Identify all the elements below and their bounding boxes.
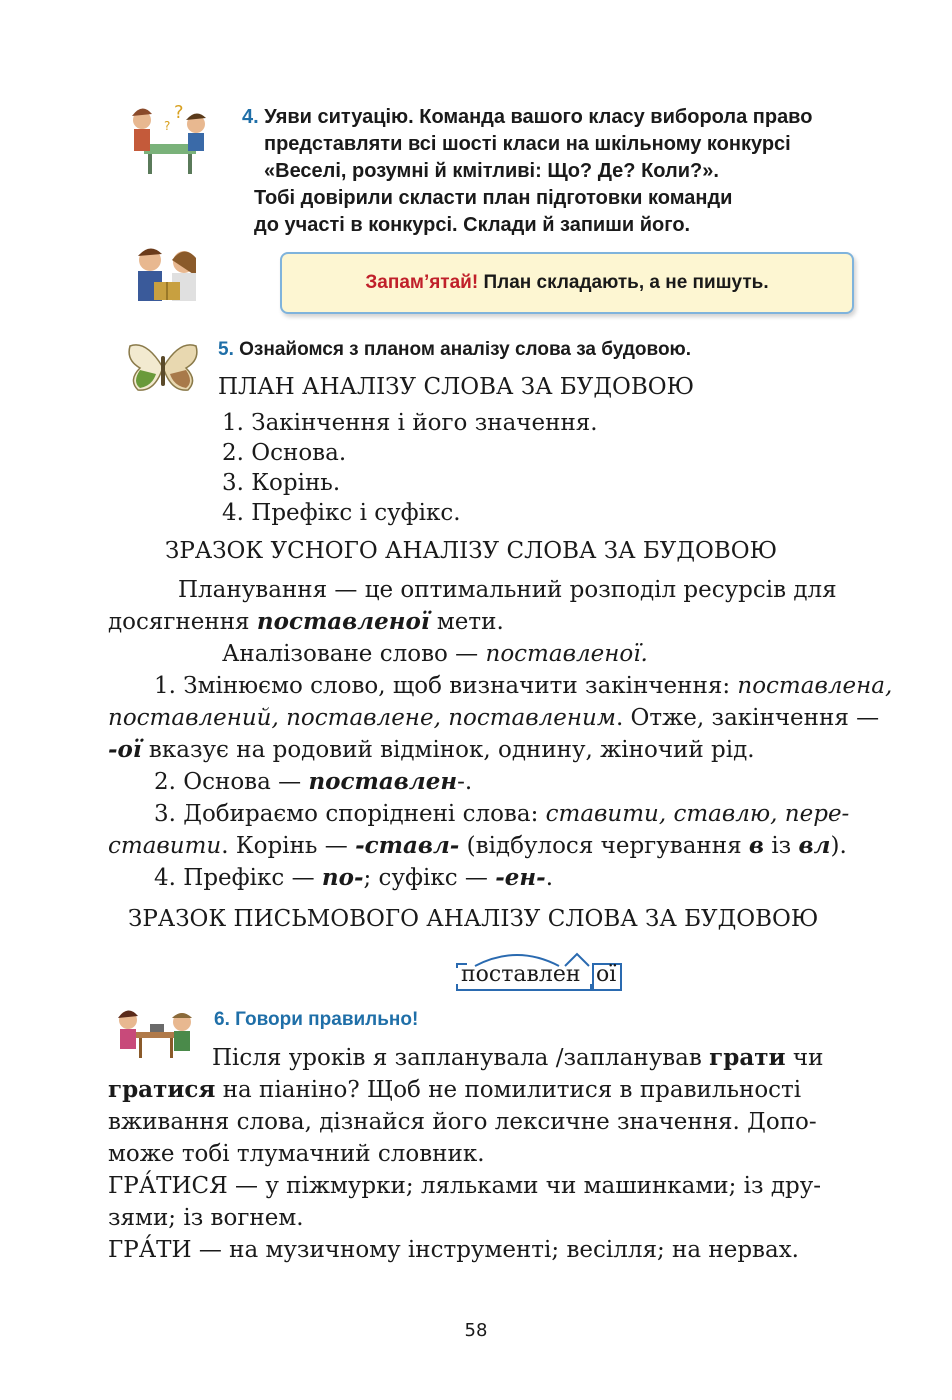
task5-text: Ознайомся з планом аналізу слова за будовою. (239, 339, 692, 360)
task6-l2-bold: гратися (108, 1076, 216, 1103)
oral-s3-c: (відбулося чергування (459, 833, 749, 859)
oral-p1-b: досягнення (108, 609, 257, 635)
word-ending: ої (596, 962, 617, 987)
oral-analyzed-a: Аналізоване слово — (222, 641, 486, 667)
plan-item: 3. Корінь. (222, 470, 341, 496)
oral-s3-root: -ставл- (355, 832, 460, 859)
plan-item: 1. Закінчення і його значення. (222, 410, 598, 436)
oral-s3-b: . Корінь — (221, 833, 356, 859)
oral-s1-a: 1. Змінюємо слово, щоб визначити закінчення: (154, 673, 738, 699)
word-stem: поставлен (461, 962, 581, 987)
word-structure-diagram (455, 950, 625, 996)
task6-l1-a: Після уроків я запланувала /запланував (212, 1045, 710, 1071)
task4-line: Тобі довірили скласти план підготовки команди (254, 187, 733, 209)
oral-s4-suffix: -ен- (495, 864, 546, 891)
oral-s3-v: в (748, 832, 765, 859)
oral-s3-ital2: ставити (108, 833, 222, 859)
task5-number: 5. (218, 339, 234, 360)
dict-entry-1-head: ГРА́ТИСЯ (108, 1173, 228, 1199)
oral-s3-vl: вл (798, 832, 831, 859)
quiz-illustration (124, 100, 218, 178)
task6-l1-b: чи (785, 1045, 824, 1071)
svg-text:?: ? (164, 119, 171, 133)
dict-entry-1-b: зями; із вогнем. (108, 1205, 304, 1231)
butterfly-icon (126, 340, 200, 394)
plan-title: ПЛАН АНАЛІЗУ СЛОВА ЗА БУДОВОЮ (218, 374, 695, 400)
oral-p1-c: мети. (429, 609, 504, 635)
task4-line: до участі в конкурсі. Склади й запиши його. (254, 214, 691, 236)
oral-s1-b: . Отже, закінчення — (615, 705, 880, 731)
page-number: 58 (464, 1320, 488, 1341)
task6-number: 6. (214, 1009, 230, 1030)
oral-p1-a: Планування — це оптимальний розподіл ресурсів для (178, 577, 837, 603)
task4-line: представляти всі шості класи на шкільному конкурсі (264, 133, 791, 155)
dict-entry-2-head: ГРА́ТИ (108, 1237, 192, 1263)
oral-s4-prefix: по- (321, 864, 364, 891)
oral-s2-b: -. (457, 769, 473, 795)
task6-l2-a: на піаніно? Щоб не помилитися в правильності (215, 1077, 802, 1103)
remember-label: Запам’ятай! (365, 272, 479, 293)
oral-title: ЗРАЗОК УСНОГО АНАЛІЗУ СЛОВА ЗА БУДОВОЮ (165, 538, 778, 564)
reading-kids-illustration (124, 242, 212, 312)
task6-l4: може тобі тлумачний словник. (108, 1141, 485, 1167)
remember-box (280, 252, 854, 314)
dict-entry-2-a: — на музичному інструменті; весілля; на нервах. (191, 1237, 799, 1263)
task4-line: Уяви ситуацію. Команда вашого класу виборола право (264, 106, 813, 128)
task6-l1-bold: грати (709, 1044, 786, 1071)
remember-text: План складають, а не пишуть. (478, 272, 769, 293)
dict-entry-1-a: — у піжмурки; ляльками чи машинками; із дру- (227, 1173, 822, 1199)
plan-item: 2. Основа. (222, 440, 347, 466)
task4-line: «Веселі, розумні й кмітливі: Що? Де? Коли?». (264, 160, 719, 182)
oral-s3-a: 3. Добираємо споріднені слова: (154, 801, 546, 827)
oral-s1-c: вказує на родовий відмінок, однину, жіночий рід. (141, 737, 755, 763)
task6-l3: вживання слова, дізнайся його лексичне значення. Допо- (108, 1109, 817, 1135)
oral-s3-d: із (764, 833, 799, 859)
oral-analyzed-word: поставленої. (485, 641, 648, 667)
oral-s2-a: 2. Основа — (154, 769, 309, 795)
oral-s4-c: . (545, 865, 554, 891)
oral-s1-ital1: поставлена, (737, 673, 893, 699)
task4-number: 4. (242, 106, 259, 128)
oral-s1-ital2: поставлений, поставлене, поставленим (108, 705, 616, 731)
oral-s4-b: ; суфікс — (363, 865, 496, 891)
oral-p1-bold: поставленої (256, 608, 430, 635)
oral-s4-a: 4. Префікс — (154, 865, 322, 891)
written-title: ЗРАЗОК ПИСЬМОВОГО АНАЛІЗУ СЛОВА ЗА БУДОВОЮ (128, 906, 819, 932)
oral-s2-bold: поставлен (308, 768, 458, 795)
plan-item: 4. Префікс і суфікс. (222, 500, 461, 526)
oral-s3-e: ). (830, 833, 847, 859)
task6-title: Говори правильно! (235, 1009, 419, 1030)
oral-s1-ending: -ої (108, 736, 142, 763)
oral-s3-ital1: ставити, ставлю, пере- (545, 801, 850, 827)
svg-text:?: ? (174, 102, 184, 123)
